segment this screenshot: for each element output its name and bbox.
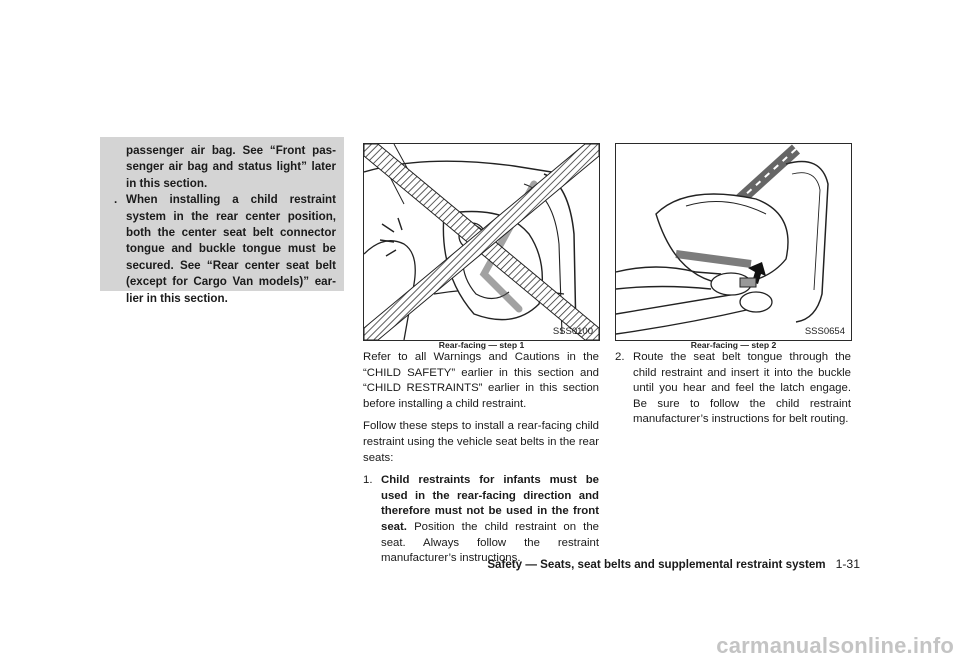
child-seat-rear-facing-illustration [364,144,599,340]
step-1-text: Position the child restraint on the seat. Always follow the restraint manufacturer’s instructions. [381,520,599,565]
figure-caption: Rear-facing — step 2 [690,340,777,350]
figure-rear-facing-step-1 [363,143,600,341]
step-1-warning: Child restraints for infants must be used in the rear-facing direction and therefore must not be used in the front seat. [381,474,599,533]
warning-text [100,143,336,307]
page-number: 1-31 [835,557,860,571]
warning-continued-text: passenger air bag. See “Front passenger air bag and status light” later in this section. [126,144,336,190]
step-2-number: 2. [615,351,625,363]
step-1-number: 1. [363,474,373,487]
steps-intro-paragraph: Follow these steps to install a rear-facing child restraint using the vehicle seat belts in the rear seats: [363,420,599,464]
seat-belt-buckle-illustration [616,144,851,340]
figure-rear-facing-step-2 [615,143,852,341]
intro-paragraph: Refer to all Warnings and Cautions in the “CHILD SAFETY” earlier in this section and “CHILD RESTRAINTS” earlier in this section before installing a child restraint. [363,351,599,410]
figure-code: SSS0100 [552,326,593,337]
figure-caption: Rear-facing — step 1 [438,340,525,350]
middle-column-text [363,350,599,567]
page-footer [487,557,860,571]
step-2-item [615,350,851,428]
warning-bullet-text: When installing a child restraint system in the rear center position, both the center seat belt connector tongue and buckle tongue must be secured. See “Rear center seat belt (except for Cargo Van models)” earlier in this section. [126,193,336,305]
right-column-text [615,350,851,428]
step-2-text: Route the seat belt tongue through the child restraint and insert it into the buckle until you hear and feel the latch engage. Be sure to follow the child restraint manufacturer’s instructions for belt routing. [633,351,851,426]
step-1-item [363,473,599,567]
watermark: carmanualsonline.info [716,633,954,658]
warning-bullet-item [100,192,336,307]
figure-code: SSS0654 [804,326,845,337]
warning-box [100,137,344,305]
footer-section-title: Safety — Seats, seat belts and supplemental restraint system [487,558,826,571]
bullet-icon: . [114,193,118,207]
